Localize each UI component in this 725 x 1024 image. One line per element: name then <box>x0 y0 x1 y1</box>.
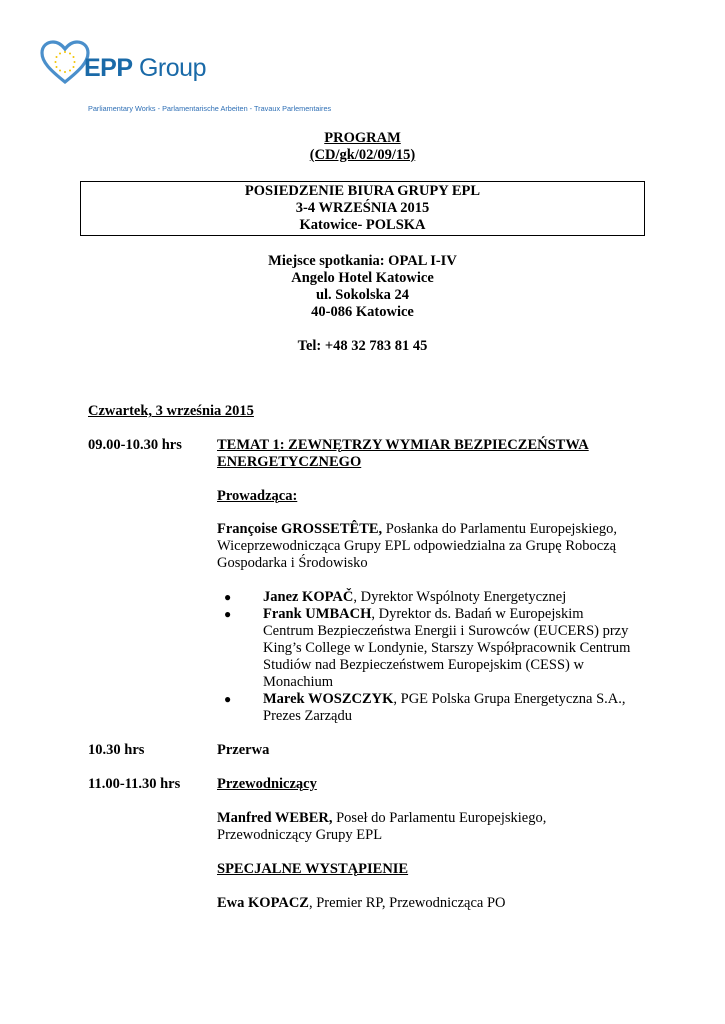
speaker-3-desc: , PGE Polska Grupa Energetyczna S.A., <box>393 691 626 707</box>
meeting-location: Katowice- POLSKA <box>299 217 426 233</box>
session1-time: 09.00-10.30 hrs <box>88 437 182 453</box>
session2-chair-desc: Poseł do Parlamentu Europejskiego, <box>332 810 547 826</box>
session2-chair-line1 <box>217 810 637 827</box>
special-speaker-desc: , Premier RP, Przewodnicząca PO <box>308 895 506 911</box>
session2-chair-name: Manfred WEBER, <box>217 810 333 826</box>
session1-chair-line3: Gospodarka i Środowisko <box>217 555 368 571</box>
session1-topic-line2: ENERGETYCZNEGO <box>217 454 362 470</box>
speaker-2-desc: , Dyrektor ds. Badań w Europejskim <box>371 606 584 622</box>
speaker-3-name: Marek WOSZCZYK <box>263 691 394 707</box>
speaker-2-line4: Studiów nad Bezpieczeństwem Europejskim (CESS) w <box>263 657 584 673</box>
epp-group-logo <box>40 38 230 94</box>
heart-stars-icon <box>40 40 90 86</box>
bullet-icon: ● <box>224 692 232 706</box>
speaker-2-line3: King’s College w Londynie, Starszy Współpracownik Centrum <box>263 640 631 656</box>
session2-time: 11.00-11.30 hrs <box>88 776 181 792</box>
bullet-icon: ● <box>224 590 232 604</box>
special-speech-label: SPECJALNE WYSTĄPIENIE <box>217 861 409 877</box>
venue-street: ul. Sokolska 24 <box>315 287 410 303</box>
session2-chair-label: Przewodniczący <box>217 776 317 792</box>
venue-room: Miejsce spotkania: OPAL I-IV <box>268 253 457 269</box>
venue-phone: Tel: +48 32 783 81 45 <box>297 338 428 354</box>
speaker-2-line2: Centrum Bezpieczeństwa Energii i Surowców (EUCERS) przy <box>263 623 629 639</box>
logo-wordmark: EPP Group <box>84 54 206 82</box>
speaker-1 <box>263 589 637 606</box>
speaker-2-line5: Monachium <box>263 674 334 690</box>
meeting-title-box <box>80 181 645 236</box>
special-speaker <box>217 895 637 912</box>
meeting-name: POSIEDZENIE BIURA GRUPY EPL <box>244 183 481 199</box>
break-label: Przerwa <box>217 742 270 758</box>
meeting-dates: 3-4 WRZEŚNIA 2015 <box>295 200 430 216</box>
program-title: PROGRAM <box>324 130 401 146</box>
session1-chair-line2: Wiceprzewodnicząca Grupy EPL odpowiedzialna za Grupę Roboczą <box>217 538 617 554</box>
venue-city: 40-086 Katowice <box>311 304 414 320</box>
bullet-icon: ● <box>224 607 232 621</box>
venue-hotel: Angelo Hotel Katowice <box>291 270 434 286</box>
session2-chair-line2: Przewodniczący Grupy EPL <box>217 827 383 843</box>
session1-topic-line1: TEMAT 1: ZEWNĘTRZY WYMIAR BEZPIECZEŃSTWA <box>217 437 589 453</box>
special-speaker-name: Ewa KOPACZ <box>217 895 309 911</box>
header-tagline: Parliamentary Works - Parlamentarische Arbeiten - Travaux Parlementaires <box>88 104 332 113</box>
session1-chair-desc: Posłanka do Parlamentu Europejskiego, <box>382 521 617 537</box>
speaker-2 <box>263 606 637 623</box>
session1-chair-name: Françoise GROSSETÊTE, <box>217 521 383 537</box>
speaker-1-desc: , Dyrektor Wspólnoty Energetycznej <box>353 589 567 605</box>
speaker-3 <box>263 691 637 708</box>
session1-chair-label: Prowadząca: <box>217 488 298 504</box>
speaker-3-line2: Prezes Zarządu <box>263 708 352 724</box>
program-reference: (CD/gk/02/09/15) <box>309 147 416 163</box>
session1-chair-line1 <box>217 521 637 538</box>
speaker-1-name: Janez KOPAČ <box>263 589 354 605</box>
speaker-2-name: Frank UMBACH <box>263 606 372 622</box>
day-heading: Czwartek, 3 września 2015 <box>88 403 254 419</box>
break-time: 10.30 hrs <box>88 742 145 758</box>
